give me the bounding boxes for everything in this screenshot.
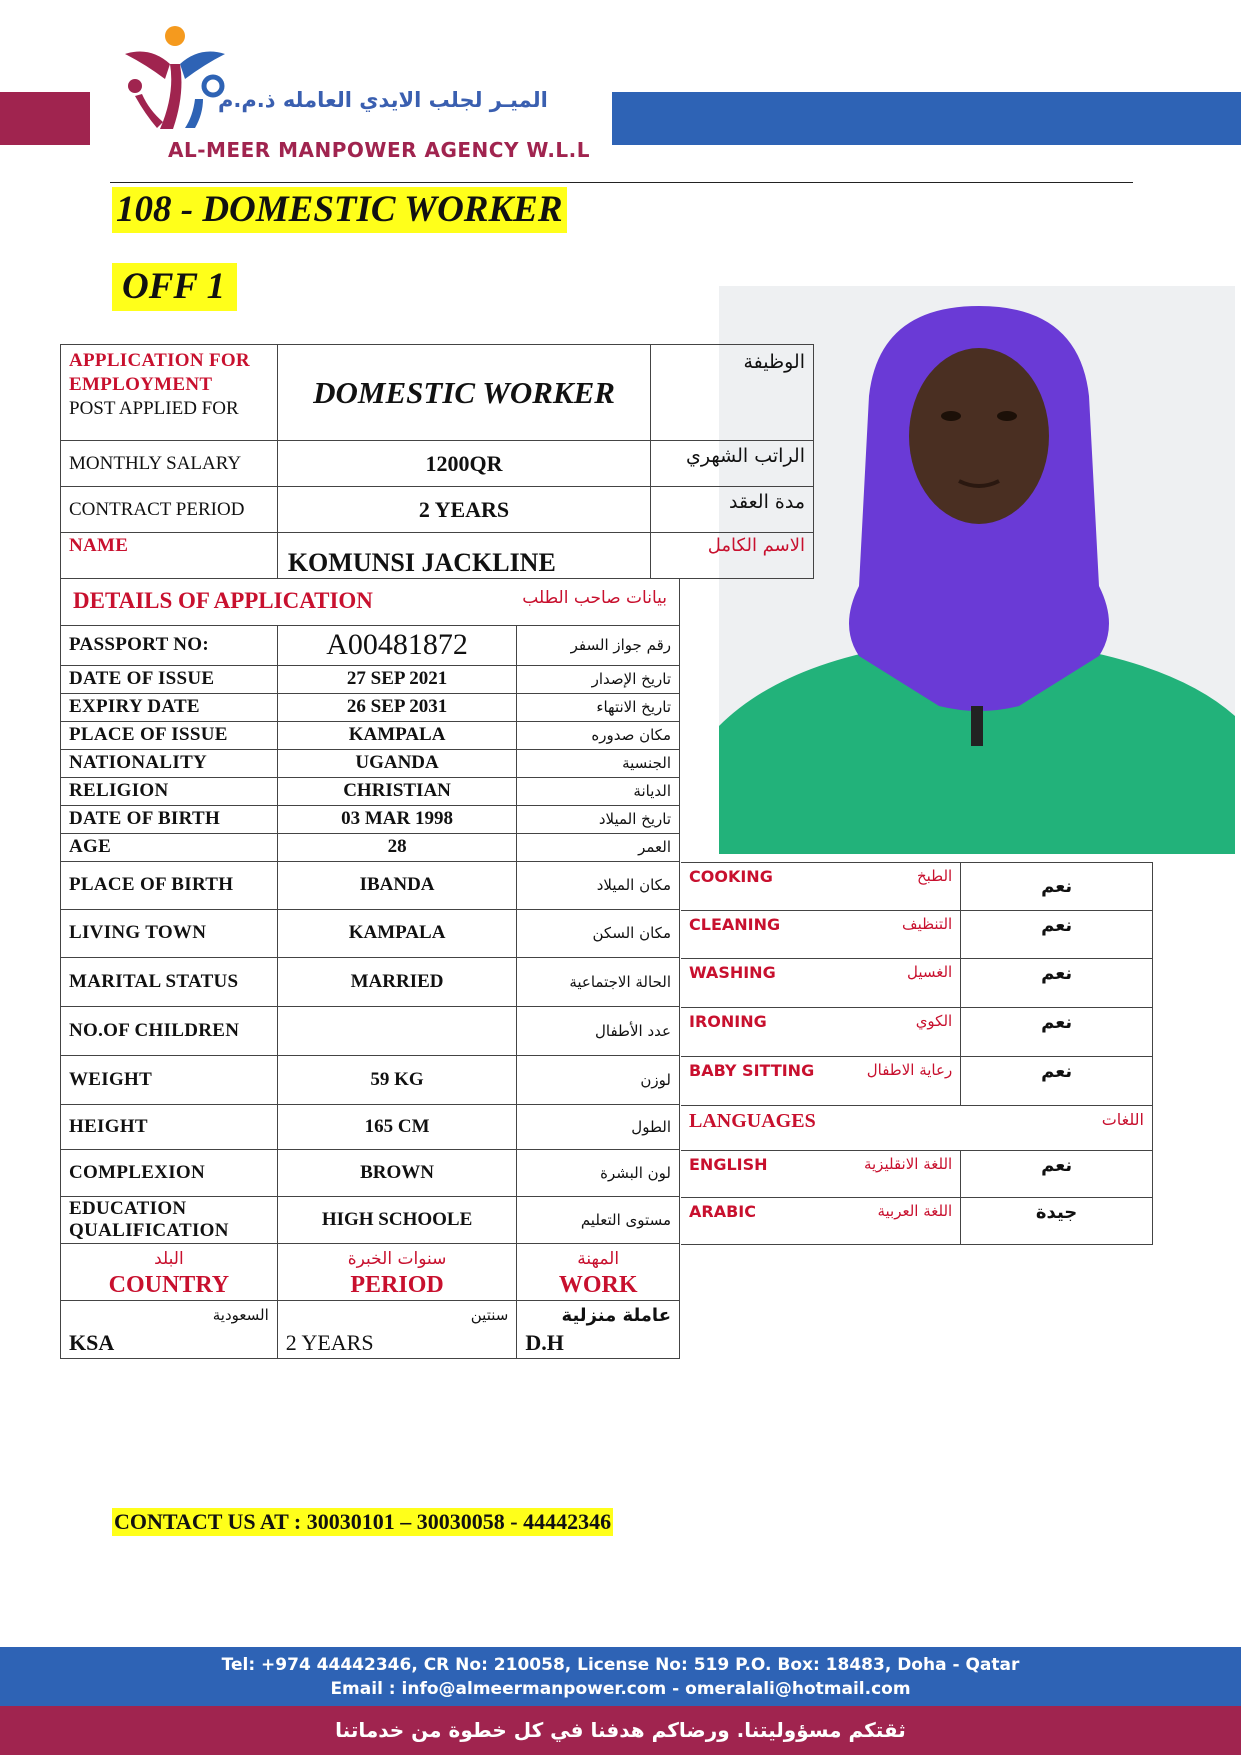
detail-value: 26 SEP 2031 [277,693,517,721]
detail-label-ar: تاريخ الانتهاء [517,693,680,721]
experience-header-ar: المهنة [577,1248,620,1269]
experience-work: D.H [525,1330,564,1355]
detail-value: 59 KG [277,1055,517,1104]
skill-value: نعم [961,1008,1153,1057]
table-row [61,578,680,625]
page-title: 108 - DOMESTIC WORKER [112,187,567,233]
table-row [61,487,814,533]
experience-header-row [61,1243,680,1300]
table-row [61,1055,680,1104]
skill-value: نعم [961,911,1153,959]
footer-line-1: Tel: +974 44442346, CR No: 210058, License No: 519 P.O. Box: 18483, Doha - Qatar [221,1655,1020,1675]
detail-label: HEIGHT [61,1104,278,1149]
detail-value: BROWN [277,1149,517,1196]
passport-label: PASSPORT NO: [61,625,278,665]
detail-label: EDUCATION QUALIFICATION [61,1196,278,1243]
table-row [61,957,680,1006]
table-row [681,911,1153,959]
detail-label: EXPIRY DATE [61,693,278,721]
table-row [61,749,680,777]
detail-label-ar: تاريخ الإصدار [517,665,680,693]
detail-label: DATE OF BIRTH [61,805,278,833]
detail-label: WEIGHT [61,1055,278,1104]
language-value: جيدة [961,1198,1153,1245]
detail-value: 28 [277,833,517,861]
table-row [61,665,680,693]
skills-table [681,862,1153,1245]
language-label: ARABIC [689,1202,756,1221]
languages-header-ar: اللغات [1101,1110,1144,1129]
table-row [61,1006,680,1055]
detail-value [277,1006,517,1055]
detail-label: PLACE OF ISSUE [61,721,278,749]
experience-country: KSA [69,1330,115,1355]
detail-label-ar: لون البشرة [517,1149,680,1196]
header-bar-left [0,92,90,145]
detail-value: 03 MAR 1998 [277,805,517,833]
languages-header: LANGUAGES [689,1110,816,1132]
experience-header: WORK [558,1271,638,1298]
contract-label: CONTRACT PERIOD [61,487,278,533]
detail-label-ar: عدد الأطفال [517,1006,680,1055]
table-row [61,345,814,441]
detail-label: COMPLEXION [61,1149,278,1196]
post-applied-label: POST APPLIED FOR [69,398,239,419]
language-label-ar: اللغة الانقليزية [863,1155,953,1173]
skill-value: نعم [961,863,1153,911]
skill-label: COOKING [689,867,773,886]
language-label: ENGLISH [689,1155,768,1174]
table-row [61,833,680,861]
detail-label-ar: الجنسية [517,749,680,777]
skill-label: BABY SITTING [689,1061,815,1080]
skill-label-ar: الطبخ [916,867,953,885]
table-row [61,533,814,579]
detail-label-ar: مكان الميلاد [517,861,680,909]
skill-label: CLEANING [689,915,781,934]
agency-logo-icon [115,24,245,136]
detail-value: 165 CM [277,1104,517,1149]
detail-value: IBANDA [277,861,517,909]
detail-label: NO.OF CHILDREN [61,1006,278,1055]
table-row [61,693,680,721]
passport-label-ar: رقم جواز السفر [517,625,680,665]
detail-label-ar: مكان السكن [517,909,680,957]
skill-label-ar: الغسيل [906,963,953,981]
contact-line: CONTACT US AT : 30030101 – 30030058 - 44442346 [114,1509,612,1534]
detail-label-ar: مكان صدوره [517,721,680,749]
detail-value: KAMPALA [277,721,517,749]
name-label-ar: الاسم الكامل [651,533,814,579]
table-row [681,863,1153,911]
application-label: APPLICATION FOR EMPLOYMENT [69,350,250,395]
table-row [681,1198,1153,1245]
salary-value: 1200QR [277,441,650,487]
contract-value: 2 YEARS [277,487,650,533]
table-row [61,1149,680,1196]
name-value: KOMUNSI JACKLINE [277,533,650,579]
divider [110,182,1133,183]
skill-value: نعم [961,1057,1153,1106]
table-row [61,909,680,957]
detail-label-ar: العمر [517,833,680,861]
skill-label-ar: الكوي [915,1012,953,1030]
experience-header-ar: البلد [154,1248,184,1269]
detail-label: RELIGION [61,777,278,805]
experience-country-ar: السعودية [212,1306,269,1324]
salary-label-ar: الراتب الشهري [651,441,814,487]
languages-header-row [681,1106,1153,1151]
details-table [60,578,680,1359]
detail-label-ar: مستوى التعليم [517,1196,680,1243]
employment-summary-table [60,344,814,579]
detail-value: UGANDA [277,749,517,777]
language-value: نعم [961,1151,1153,1198]
detail-label-ar: تاريخ الميلاد [517,805,680,833]
agency-name-arabic: الميـر لجلب الايدي العامله ذ.م.م [218,88,548,112]
language-label-ar: اللغة العربية [877,1202,953,1220]
footer-info [0,1647,1241,1706]
post-applied-label-ar: الوظيفة [651,345,814,441]
table-row [681,1008,1153,1057]
experience-header-ar: سنوات الخبرة [347,1248,447,1269]
table-row [681,959,1153,1008]
table-row [61,805,680,833]
passport-value: A00481872 [277,625,517,665]
detail-label: NATIONALITY [61,749,278,777]
detail-value: KAMPALA [277,909,517,957]
name-label: NAME [61,533,278,579]
detail-value: HIGH SCHOOLE [277,1196,517,1243]
detail-label-ar: الحالة الاجتماعية [517,957,680,1006]
details-header-ar: بيانات صاحب الطلب [522,588,667,609]
page-subtitle: OFF 1 [112,263,237,311]
post-applied-value: DOMESTIC WORKER [277,345,650,441]
table-row [61,1196,680,1243]
detail-value: MARRIED [277,957,517,1006]
table-row [61,1104,680,1149]
salary-label: MONTHLY SALARY [61,441,278,487]
skill-value: نعم [961,959,1153,1008]
experience-header: COUNTRY [108,1271,230,1298]
detail-label-ar: الطول [517,1104,680,1149]
detail-label: DATE OF ISSUE [61,665,278,693]
experience-header: PERIOD [350,1271,444,1298]
skill-label: WASHING [689,963,776,982]
table-row [61,441,814,487]
table-row [61,721,680,749]
experience-period-ar: سنتين [470,1306,509,1324]
detail-label: LIVING TOWN [61,909,278,957]
skill-label-ar: رعاية الاطفال [866,1061,953,1079]
table-row [681,1057,1153,1106]
skill-label: IRONING [689,1012,767,1031]
experience-period: 2 YEARS [285,1330,374,1355]
experience-work-ar: عاملة منزلية [561,1305,671,1326]
table-row [681,1151,1153,1198]
footer-line-2: Email : info@almeermanpower.com - omeralali@hotmail.com [330,1679,911,1699]
detail-label: PLACE OF BIRTH [61,861,278,909]
detail-value: CHRISTIAN [277,777,517,805]
details-header: DETAILS OF APPLICATION [73,588,373,614]
detail-label-ar: لوزن [517,1055,680,1104]
footer-slogan: ثقتكم مسؤوليتنا. ورضاكم هدفنا في كل خطوة من خدماتنا [0,1706,1241,1755]
agency-name-english: AL-MEER MANPOWER AGENCY W.L.L [168,138,591,162]
detail-value: 27 SEP 2021 [277,665,517,693]
detail-label: AGE [61,833,278,861]
table-row [61,625,680,665]
header-bar-right [612,92,1241,145]
skill-label-ar: التنظيف [902,915,953,933]
contract-label-ar: مدة العقد [651,487,814,533]
table-row [61,777,680,805]
experience-row [61,1300,680,1358]
table-row [61,861,680,909]
detail-label: MARITAL STATUS [61,957,278,1006]
detail-label-ar: الديانة [517,777,680,805]
